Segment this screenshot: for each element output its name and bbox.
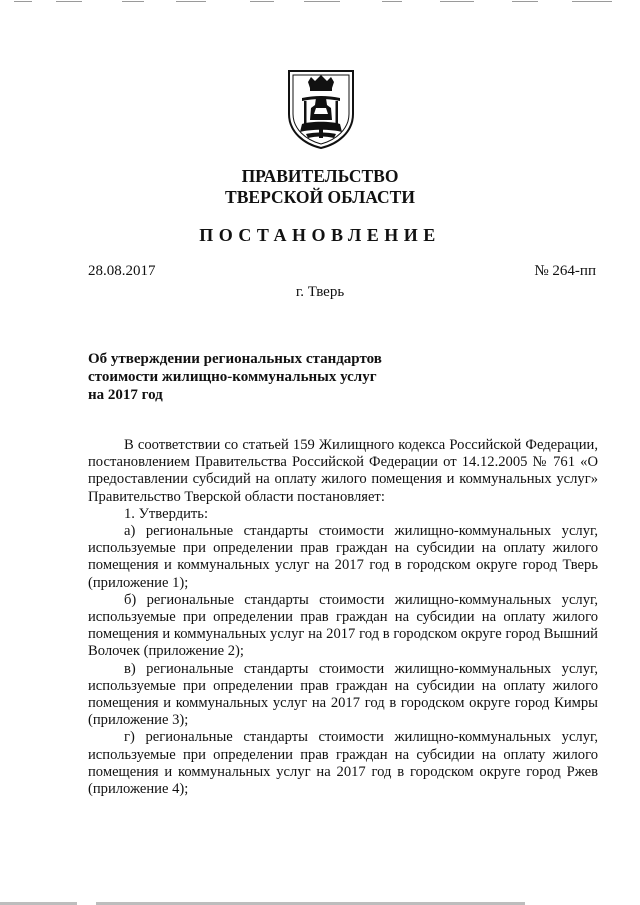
scan-edge-top (0, 0, 640, 3)
subitem-g-rzhev: г) региональные стандарты стоимости жилищно-коммунальных услуг, используемые при определении прав граждан на субсидии на оплату жилого помещения и коммунальных услуг на 2017 год в городском округе город Ржев (приложение 4); (88, 729, 598, 798)
document-type: ПОСТАНОВЛЕНИЕ (199, 225, 441, 245)
subject-line-2: стоимости жилищно-коммунальных услуг (88, 369, 377, 385)
document-subject (88, 350, 418, 404)
document-number: № 264-пп (534, 263, 596, 279)
subject-line-1: Об утверждении региональных стандартов (88, 351, 382, 367)
preamble-paragraph: В соответствии со статьей 159 Жилищного кодекса Российской Федерации, постановлением Правительства Российской Федерации от 14.12.2005 № 761 «О предоставлении субсидий на оплату жилого помещения и коммунальных услуг» Правительство Тверской области постановляет: (88, 437, 598, 505)
subitem-b-vyshny-volochek: б) региональные стандарты стоимости жилищно-коммунальных услуг, используемые при определении прав граждан на субсидии на оплату жилого помещения и коммунальных услуг на 2017 год в городском округе город Вышний Волочек (приложение 2); (88, 591, 598, 660)
coat-of-arms-icon (286, 68, 356, 150)
organization-name-line-2: ТВЕРСКОЙ ОБЛАСТИ (225, 187, 415, 207)
subitem-v-kimry: в) региональные стандарты стоимости жилищно-коммунальных услуг, используемые при определении прав граждан на субсидии на оплату жилого помещения и коммунальных услуг на 2017 год в городском округе город Кимры (приложение 3); (88, 660, 598, 729)
document-city: г. Тверь (295, 284, 345, 300)
document-body (88, 437, 598, 798)
document-date: 28.08.2017 (88, 263, 156, 279)
organization-name-line-1: ПРАВИТЕЛЬСТВО (241, 166, 399, 186)
subject-line-3: на 2017 год (88, 387, 163, 403)
subitem-a-tver: а) региональные стандарты стоимости жилищно-коммунальных услуг, используемые при определении прав граждан на субсидии на оплату жилого помещения и коммунальных услуг на 2017 год в городском округе город Тверь (приложение 1); (88, 523, 598, 591)
item-1-approve: 1. Утвердить: (124, 505, 209, 522)
